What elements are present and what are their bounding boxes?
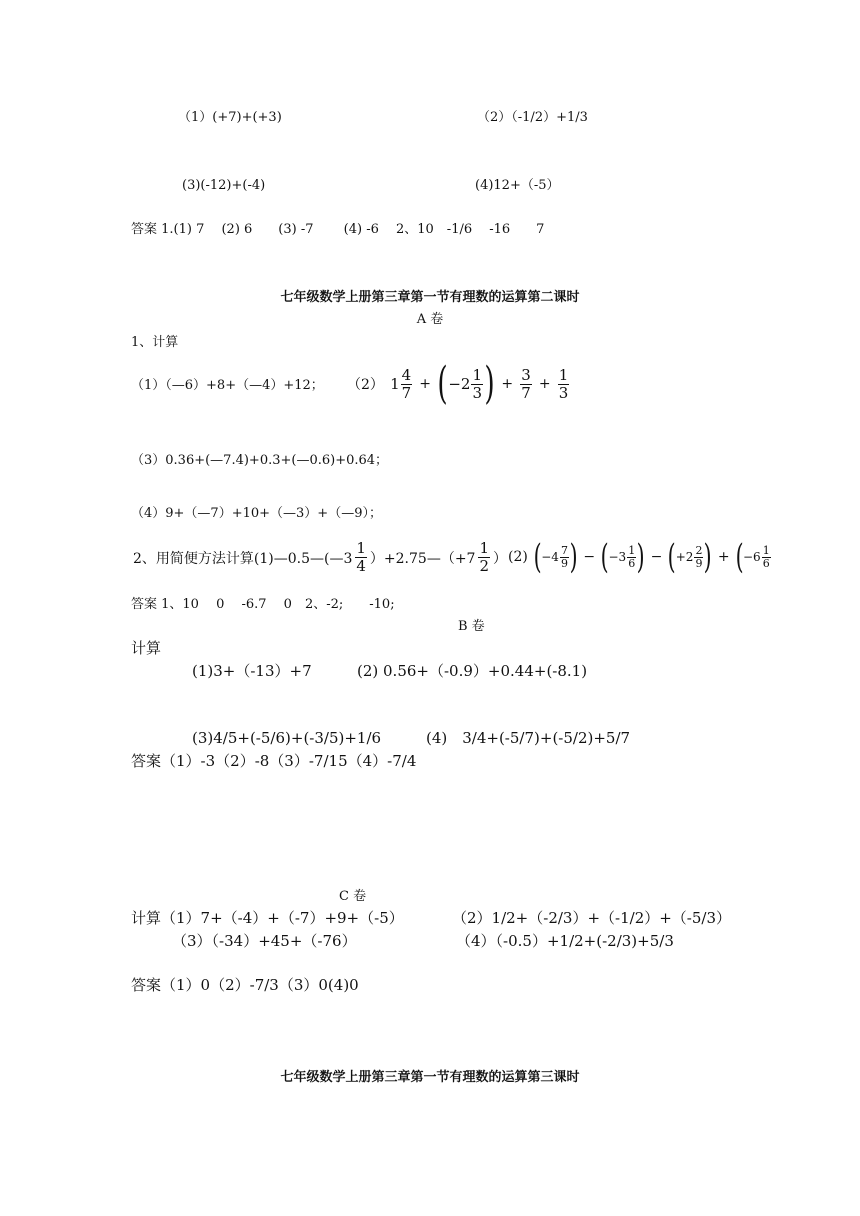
q1-heading: 1、计算 xyxy=(131,335,179,350)
c-problem-2: （2）1/2+（-2/3）+（-1/2）+（-5/3） xyxy=(452,909,732,927)
right-paren: ) xyxy=(569,537,578,577)
q2-part1-expression xyxy=(131,540,509,575)
c-problem-4: （4）（-0.5）+1/2+(-2/3)+5/3 xyxy=(456,932,674,950)
mixed-whole: −4 xyxy=(541,550,559,564)
c-problem-3: （3）（-34）+45+（-76） xyxy=(172,932,357,950)
left-paren: ( xyxy=(735,537,744,577)
fraction: $\frac{7}{9}$ xyxy=(560,543,568,570)
b-problem-3: (3)4/5+(-5/6)+(-3/5)+1/6 xyxy=(192,729,382,747)
b-problem-2: (2) 0.56+（-0.9）+0.44+(-8.1) xyxy=(357,662,588,680)
problem-3: (3)(-12)+(-4) xyxy=(182,178,266,193)
plus-sign: + xyxy=(419,376,432,392)
mixed-whole: −3 xyxy=(608,550,627,564)
fraction: $\frac{1}{6}$ xyxy=(762,543,770,570)
plus-sign: + xyxy=(717,549,730,565)
b-problem-4: (4) 3/4+(-5/7)+(-5/2)+5/7 xyxy=(426,729,631,747)
c-volume-label: C 卷 xyxy=(339,889,367,904)
c-volume-answer: 答案（1）0（2）-7/3（3）0(4)0 xyxy=(131,976,359,994)
answer-section1: 答案 1.(1) 7 (2) 6 (3) -7 (4) -6 2、10 -1/6 -16 7 xyxy=(131,222,545,237)
left-paren: ( xyxy=(437,358,448,409)
b-heading: 计算 xyxy=(131,639,162,657)
mixed-whole: +2 xyxy=(675,550,694,564)
a-volume-answer: 答案 1、10 0 -6.7 0 2、-2; -10; xyxy=(131,597,395,612)
right-paren: ) xyxy=(704,537,713,577)
fraction: $\frac{2}{9}$ xyxy=(695,543,703,570)
fraction: $\frac{1}{2}$ xyxy=(479,539,490,575)
left-paren: ( xyxy=(600,537,609,577)
plus-sign: + xyxy=(501,376,514,392)
fraction: $\frac{1}{3}$ xyxy=(558,365,569,402)
q2-part2-expression xyxy=(506,537,772,577)
fraction: $\frac{4}{7}$ xyxy=(401,365,412,402)
left-paren: ( xyxy=(668,537,677,577)
right-paren: ) xyxy=(636,537,645,577)
q2-text-c: ） xyxy=(493,550,508,567)
b-problem-1: (1)3+（-13）+7 xyxy=(192,662,312,680)
mixed-whole: −6 xyxy=(743,550,761,564)
lesson2-title: 七年级数学上册第三章第一节有理数的运算第二课时 xyxy=(280,290,580,305)
b-volume-label: B 卷 xyxy=(458,619,485,634)
q1-part2-prefix: （2） xyxy=(347,377,384,393)
lesson3-title: 七年级数学上册第三章第一节有理数的运算第三课时 xyxy=(280,1070,580,1085)
problem-2: （2）（-1/2）+1/3 xyxy=(477,110,588,125)
q2-text-b: ）+2.75—（+7 xyxy=(369,550,476,567)
q2-text-a: 2、用简便方法计算(1)—0.5—(—3 xyxy=(133,550,353,567)
q1-part2-expression xyxy=(345,358,570,409)
mixed-whole: −2 xyxy=(448,375,471,393)
right-paren: ) xyxy=(484,358,495,409)
fraction: $\frac{1}{4}$ xyxy=(356,539,366,575)
a-volume-label: A 卷 xyxy=(416,312,444,327)
fraction: $\frac{1}{6}$ xyxy=(628,543,636,570)
q1-part3: （3）0.36+(—7.4)+0.3+(—0.6)+0.64； xyxy=(131,453,389,468)
mixed-whole: 1 xyxy=(390,375,400,393)
problem-4: (4)12+（-5） xyxy=(475,178,560,193)
fraction: $\frac{1}{3}$ xyxy=(472,365,483,402)
minus-sign: − xyxy=(650,549,663,565)
problem-1: （1）(+7)+(+3) xyxy=(178,110,282,125)
b-volume-answer: 答案（1）-3（2）-8（3）-7/15（4）-7/4 xyxy=(131,752,417,770)
minus-sign: − xyxy=(583,549,596,565)
left-paren: ( xyxy=(533,537,542,577)
fraction: $\frac{3}{7}$ xyxy=(521,365,531,402)
q1-part4: （4）9+（—7）+10+（—3）+（—9）； xyxy=(131,506,382,521)
plus-sign: + xyxy=(538,376,551,392)
c-problem-1: 计算（1）7+（-4）+（-7）+9+（-5） xyxy=(131,909,404,927)
q1-part1: （1）（—6）+8+（—4）+12； xyxy=(131,378,324,393)
q2-part2-prefix: (2) xyxy=(508,549,528,565)
